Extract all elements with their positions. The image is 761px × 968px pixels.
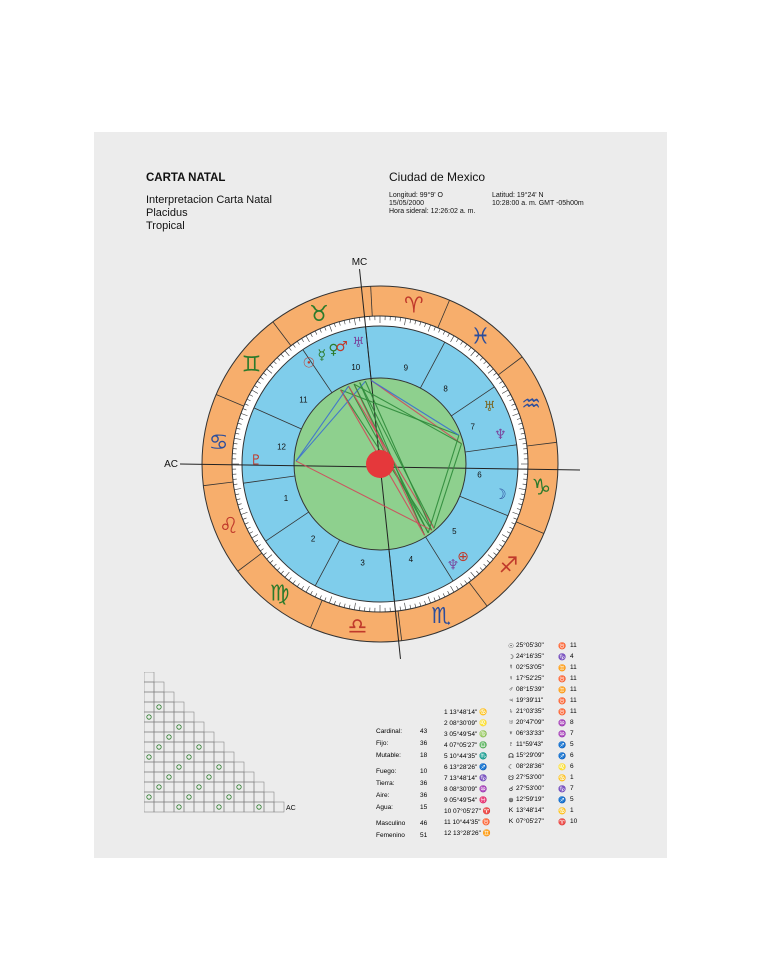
stat-label: Mutable: <box>376 752 401 759</box>
aspect-grid-cell <box>144 712 154 722</box>
house-row: 3 05°49'54" ♍ <box>444 731 488 738</box>
aspect-mark-icon <box>197 745 201 749</box>
aspect-grid-cell <box>184 732 194 742</box>
stat-value: 10 <box>420 768 428 775</box>
aspect-grid-cell <box>244 792 254 802</box>
sign-glyph-icon: ♒ <box>521 391 541 417</box>
aspect-grid-cell <box>194 752 204 762</box>
planet-degree: 13°48'14" <box>516 807 544 814</box>
aspect-grid-cell <box>164 802 174 812</box>
planet-symbol-icon: ☊ <box>508 753 514 760</box>
house-number: 2 <box>310 534 316 544</box>
aspect-grid-cell <box>184 722 194 732</box>
aspect-grid-cell <box>144 702 154 712</box>
planet-house: 11 <box>570 697 577 704</box>
planet-house: 4 <box>570 653 574 660</box>
planet-glyph-icon: ♂ <box>335 339 348 356</box>
aspect-grid-cell <box>154 732 164 742</box>
aspect-grid-cell <box>264 792 274 802</box>
planet-glyph-icon: ♆ <box>494 427 507 444</box>
planet-sign-icon: ♉ <box>558 676 567 683</box>
planet-symbol-icon: ♅ <box>508 719 514 726</box>
aspect-grid-cell <box>194 762 204 772</box>
aspect-grid-cell <box>174 742 184 752</box>
house-row: 5 10°44'35" ♏ <box>444 753 488 760</box>
aspect-grid-ac-label: AC <box>286 805 296 812</box>
house-row: 9 05°49'54" ♓ <box>444 797 488 804</box>
subtitle-line: Placidus <box>146 207 188 219</box>
planet-degree: 12°59'19" <box>516 796 544 803</box>
aspect-grid-cell <box>194 732 204 742</box>
planet-house: 11 <box>570 642 577 649</box>
aspect-grid-cell <box>144 742 154 752</box>
aspect-mark-icon <box>187 795 191 799</box>
sign-glyph-icon: ♑ <box>531 475 552 501</box>
planet-sign-icon: ♊ <box>558 665 567 672</box>
house-number: 5 <box>452 526 457 536</box>
planet-symbol-icon: ♆ <box>508 730 514 737</box>
planet-house: 7 <box>570 785 574 792</box>
aspect-grid-cell <box>224 772 234 782</box>
house-number: 1 <box>283 494 289 504</box>
planet-degree: 06°33'33" <box>516 730 544 737</box>
planet-sign-icon: ♋ <box>558 775 567 782</box>
planet-glyph-icon: ♇ <box>249 452 263 469</box>
aspect-grid <box>144 672 304 842</box>
planet-sign-icon: ♉ <box>558 643 567 650</box>
aspect-grid-cell <box>174 782 184 792</box>
planet-symbol-icon: ☌ <box>508 786 514 793</box>
aspect-grid-cell <box>184 742 194 752</box>
aspect-grid-cell <box>154 772 164 782</box>
aspect-mark-icon <box>227 795 231 799</box>
aspect-mark-icon <box>177 805 181 809</box>
planet-degree: 20°47'09" <box>516 719 544 726</box>
aspect-grid-cell <box>194 742 204 752</box>
aspect-grid-cell <box>244 782 254 792</box>
aspect-grid-cell <box>174 802 184 812</box>
aspect-grid-cell <box>244 802 254 812</box>
aspect-grid-cell <box>164 772 174 782</box>
planet-symbol-icon: ♃ <box>508 697 514 704</box>
aspect-grid-cell <box>194 772 204 782</box>
subtitle-line: Interpretacion Carta Natal <box>146 194 272 206</box>
aspect-grid-cell <box>214 792 224 802</box>
aspect-grid-cell <box>184 772 194 782</box>
aspect-mark-icon <box>147 715 151 719</box>
aspect-grid-cell <box>274 802 284 812</box>
planet-house: 5 <box>570 796 574 803</box>
sign-glyph-icon: ♊ <box>241 352 262 378</box>
aspect-grid-cell <box>184 762 194 772</box>
aspect-grid-cell <box>174 722 184 732</box>
aspect-grid-cell <box>194 722 204 732</box>
planet-degree: 25°05'30" <box>516 642 544 649</box>
sign-glyph-icon: ♓ <box>470 324 491 350</box>
aspect-grid-cell <box>154 792 164 802</box>
stat-label: Femenino <box>376 832 405 839</box>
planet-house: 1 <box>570 807 574 814</box>
aspect-grid-cell <box>144 762 154 772</box>
aspect-grid-cell <box>194 782 204 792</box>
planet-glyph-icon: ♀ <box>328 342 339 359</box>
aspect-mark-icon <box>217 765 221 769</box>
aspect-grid-cell <box>234 792 244 802</box>
aspect-grid-cell <box>194 802 204 812</box>
planet-house: 6 <box>570 763 574 770</box>
stat-value: 43 <box>420 728 428 735</box>
planet-house: 11 <box>570 664 577 671</box>
planet-sign-icon: ♌ <box>558 764 567 771</box>
planet-house: 10 <box>570 818 578 825</box>
sign-glyph-icon: ♎ <box>347 614 368 640</box>
aspect-grid-cell <box>254 782 264 792</box>
house-row: 7 13°48'14" ♑ <box>444 775 488 782</box>
aspect-grid-cell <box>234 772 244 782</box>
planet-degree: 08°15'39" <box>516 686 544 693</box>
aspect-grid-cell <box>234 802 244 812</box>
planet-sign-icon: ♊ <box>558 687 567 694</box>
aspect-grid-cell <box>164 782 174 792</box>
aspect-grid-cell <box>164 742 174 752</box>
planet-sign-icon: ♈ <box>558 819 567 826</box>
planet-house: 8 <box>570 719 574 726</box>
aspect-grid-cell <box>164 722 174 732</box>
planet-glyph-icon: ☽ <box>494 486 507 503</box>
aspect-grid-cell <box>164 712 174 722</box>
planet-symbol-icon: ♇ <box>508 741 514 748</box>
aspect-grid-cell <box>204 762 214 772</box>
house-number: 8 <box>443 384 448 394</box>
house-row: 4 07°05'27" ♎ <box>444 742 488 749</box>
planet-degree: 27°53'00" <box>516 774 544 781</box>
aspect-mark-icon <box>187 755 191 759</box>
sign-glyph-icon: ♋ <box>208 430 229 456</box>
planet-glyph-icon: ♅ <box>352 334 365 351</box>
aspect-grid-cell <box>224 802 234 812</box>
planet-degree: 17°52'25" <box>516 675 544 682</box>
planet-degree: 27°53'00" <box>516 785 544 792</box>
planet-symbol-icon: ☋ <box>508 775 514 782</box>
planet-symbol-icon: ☉ <box>508 643 514 650</box>
aspect-grid-cell <box>264 802 274 812</box>
aspect-grid-cell <box>144 772 154 782</box>
aspect-grid-cell <box>144 782 154 792</box>
aspect-grid-cell <box>234 782 244 792</box>
city-name: Ciudad de Mexico <box>389 170 486 184</box>
house-number: 6 <box>477 470 482 480</box>
aspect-grid-cell <box>164 692 174 702</box>
aspect-mark-icon <box>207 775 211 779</box>
aspect-mark-icon <box>167 775 171 779</box>
aspect-grid-cell <box>144 692 154 702</box>
planet-sign-icon: ♑ <box>558 654 567 661</box>
natal-wheel <box>94 132 667 692</box>
planet-glyph-icon: ⊕ <box>457 549 469 566</box>
planet-sign-icon: ♉ <box>558 698 567 705</box>
planet-symbol-icon: ⊕ <box>508 797 514 804</box>
planet-sign-icon: ♒ <box>558 720 567 727</box>
aspect-mark-icon <box>257 805 261 809</box>
aspect-grid-cell <box>224 782 234 792</box>
stat-value: 18 <box>420 752 428 759</box>
mc-label: MC <box>351 257 368 269</box>
aspect-grid-cell <box>214 762 224 772</box>
planet-house: 5 <box>570 741 574 748</box>
aspect-grid-cell <box>144 672 154 682</box>
subtitle-line: Tropical <box>146 220 185 232</box>
house-row: 10 07°05'27" ♈ <box>444 808 491 815</box>
planet-sign-icon: ♐ <box>558 797 567 804</box>
aspect-grid-cell <box>194 792 204 802</box>
stat-label: Agua: <box>376 804 393 811</box>
chart-sheet <box>94 132 667 858</box>
aspect-grid-cell <box>154 712 164 722</box>
aspect-grid-cell <box>174 752 184 762</box>
planet-degree: 07°05'27" <box>516 818 544 825</box>
aspect-grid-cell <box>204 752 214 762</box>
stat-label: Cardinal: <box>376 728 403 735</box>
ac-label: AC <box>164 459 178 470</box>
aspect-grid-cell <box>184 802 194 812</box>
sun-center-icon <box>366 450 394 478</box>
stat-value: 46 <box>420 820 428 827</box>
planet-glyph-icon: ☉ <box>302 355 316 372</box>
aspect-grid-cell <box>154 802 164 812</box>
aspect-mark-icon <box>167 735 171 739</box>
aspect-grid-cell <box>224 792 234 802</box>
house-number: 9 <box>403 363 409 373</box>
planet-degree: 02°53'05" <box>516 664 544 671</box>
planet-glyph-icon: ☿ <box>317 347 327 364</box>
aspect-grid-cell <box>204 742 214 752</box>
house-row: 1 13°48'14" ♋ <box>444 709 488 716</box>
aspect-grid-cell <box>164 792 174 802</box>
sign-glyph-icon: ♐ <box>498 553 519 579</box>
aspect-mark-icon <box>157 785 161 789</box>
house-row: 8 08°30'09" ♒ <box>444 786 488 793</box>
house-row: 6 13°28'26" ♐ <box>444 764 488 771</box>
aspect-grid-cell <box>174 702 184 712</box>
stat-label: Fijo: <box>376 740 389 747</box>
planet-degree: 24°16'35" <box>516 653 544 660</box>
aspect-grid-cell <box>144 802 154 812</box>
house-number: 12 <box>277 442 286 452</box>
planet-sign-icon: ♑ <box>558 786 567 793</box>
aspect-grid-cell <box>144 732 154 742</box>
aspect-grid-cell <box>154 742 164 752</box>
latitude: Latitud: 19°24' N <box>492 192 544 199</box>
aspect-grid-cell <box>154 682 164 692</box>
aspect-grid-cell <box>174 732 184 742</box>
birth-date: 15/05/2000 <box>389 200 425 207</box>
aspect-grid-cell <box>154 762 164 772</box>
stat-value: 15 <box>420 804 428 811</box>
planet-sign-icon: ♐ <box>558 753 567 760</box>
house-number: 4 <box>408 555 414 565</box>
planet-house: 7 <box>570 730 574 737</box>
stat-label: Masculino <box>376 820 406 827</box>
longitude: Longitud: 99°9' O <box>389 192 443 199</box>
planet-degree: 19°39'11" <box>516 697 544 704</box>
aspect-grid-cell <box>164 752 174 762</box>
aspect-grid-cell <box>144 722 154 732</box>
planet-house: 11 <box>570 675 577 682</box>
planet-sign-icon: ♐ <box>558 742 567 749</box>
aspect-mark-icon <box>157 705 161 709</box>
aspect-grid-cell <box>214 782 224 792</box>
planet-symbol-icon: ☽ <box>508 654 514 661</box>
house-number: 7 <box>470 422 475 432</box>
planet-sign-icon: ♋ <box>558 808 567 815</box>
planet-symbol-icon: K <box>508 818 514 825</box>
planet-sign-icon: ♒ <box>558 731 567 738</box>
house-number: 11 <box>299 395 308 405</box>
planet-glyph-icon: ♆ <box>446 557 460 574</box>
house-number: 3 <box>360 558 365 568</box>
aspect-grid-cell <box>174 792 184 802</box>
aspect-grid-cell <box>244 772 254 782</box>
aspect-grid-cell <box>144 792 154 802</box>
aspect-grid-cell <box>254 792 264 802</box>
sign-glyph-icon: ♌ <box>219 514 239 540</box>
aspect-grid-cell <box>144 752 154 762</box>
aspect-grid-cell <box>214 752 224 762</box>
planet-symbol-icon: ☿ <box>508 664 514 671</box>
aspect-grid-cell <box>154 782 164 792</box>
stat-label: Aire: <box>376 792 390 799</box>
planet-house: 11 <box>570 708 577 715</box>
stat-value: 51 <box>420 832 428 839</box>
aspect-grid-cell <box>214 742 224 752</box>
planet-sign-icon: ♉ <box>558 709 567 716</box>
aspect-grid-cell <box>204 802 214 812</box>
aspect-grid-cell <box>204 792 214 802</box>
planet-degree: 08°28'36" <box>516 763 544 770</box>
house-row: 12 13°28'26" ♊ <box>444 830 491 837</box>
aspect-grid-cell <box>144 682 154 692</box>
aspect-grid-cell <box>204 732 214 742</box>
aspect-grid-cell <box>214 772 224 782</box>
aspect-mark-icon <box>177 725 181 729</box>
sign-glyph-icon: ♈ <box>404 293 424 319</box>
planet-house: 1 <box>570 774 574 781</box>
aspect-grid-cell <box>184 782 194 792</box>
aspect-grid-cell <box>164 732 174 742</box>
aspect-grid-cell <box>254 802 264 812</box>
aspect-grid-cell <box>224 762 234 772</box>
sign-glyph-icon: ♍ <box>269 581 290 607</box>
stat-value: 36 <box>420 792 428 799</box>
planet-symbol-icon: ♀ <box>508 675 514 682</box>
planet-house: 6 <box>570 752 574 759</box>
aspect-grid-cell <box>184 792 194 802</box>
aspect-grid-cell <box>164 762 174 772</box>
aspect-grid-cell <box>164 702 174 712</box>
stat-label: Tierra: <box>376 780 395 787</box>
planet-glyph-icon: ♅ <box>483 398 496 415</box>
aspect-mark-icon <box>177 765 181 769</box>
house-row: 11 10°44'35" ♉ <box>444 819 491 826</box>
aspect-grid-cell <box>154 752 164 762</box>
aspect-mark-icon <box>217 805 221 809</box>
aspect-grid-cell <box>154 692 164 702</box>
chart-title: CARTA NATAL <box>146 172 226 184</box>
planet-degree: 21°03'35" <box>516 708 544 715</box>
planet-house: 11 <box>570 686 577 693</box>
stat-value: 36 <box>420 740 428 747</box>
aspect-grid-cell <box>224 752 234 762</box>
aspect-grid-cell <box>154 722 164 732</box>
sign-glyph-icon: ♏ <box>431 604 451 630</box>
planet-symbol-icon: K <box>508 807 514 814</box>
aspect-mark-icon <box>147 755 151 759</box>
sidereal-time: Hora sideral: 12:26:02 a. m. <box>389 208 476 215</box>
aspect-grid-cell <box>204 782 214 792</box>
planet-degree: 11°59'43" <box>516 741 544 748</box>
sign-glyph-icon: ♉ <box>309 301 329 327</box>
aspect-mark-icon <box>157 745 161 749</box>
house-number: 10 <box>351 362 361 372</box>
aspect-grid-cell <box>154 702 164 712</box>
aspect-mark-icon <box>237 785 241 789</box>
stat-label: Fuego: <box>376 768 397 775</box>
planet-degree: 15°29'09" <box>516 752 544 759</box>
stat-value: 36 <box>420 780 428 787</box>
birth-time: 10:28:00 a. m. GMT -05h00m <box>492 200 584 207</box>
aspect-mark-icon <box>197 785 201 789</box>
aspect-grid-cell <box>184 752 194 762</box>
aspect-grid-cell <box>234 762 244 772</box>
aspect-grid-cell <box>174 772 184 782</box>
aspect-grid-cell <box>184 712 194 722</box>
planet-symbol-icon: ☾ <box>508 764 514 771</box>
aspect-grid-cell <box>174 712 184 722</box>
planet-symbol-icon: ♂ <box>508 686 514 693</box>
aspect-mark-icon <box>147 795 151 799</box>
aspect-grid-cell <box>214 802 224 812</box>
planet-symbol-icon: ♄ <box>508 708 514 715</box>
aspect-grid-cell <box>204 772 214 782</box>
house-row: 2 08°30'09" ♌ <box>444 720 488 727</box>
aspect-grid-cell <box>174 762 184 772</box>
